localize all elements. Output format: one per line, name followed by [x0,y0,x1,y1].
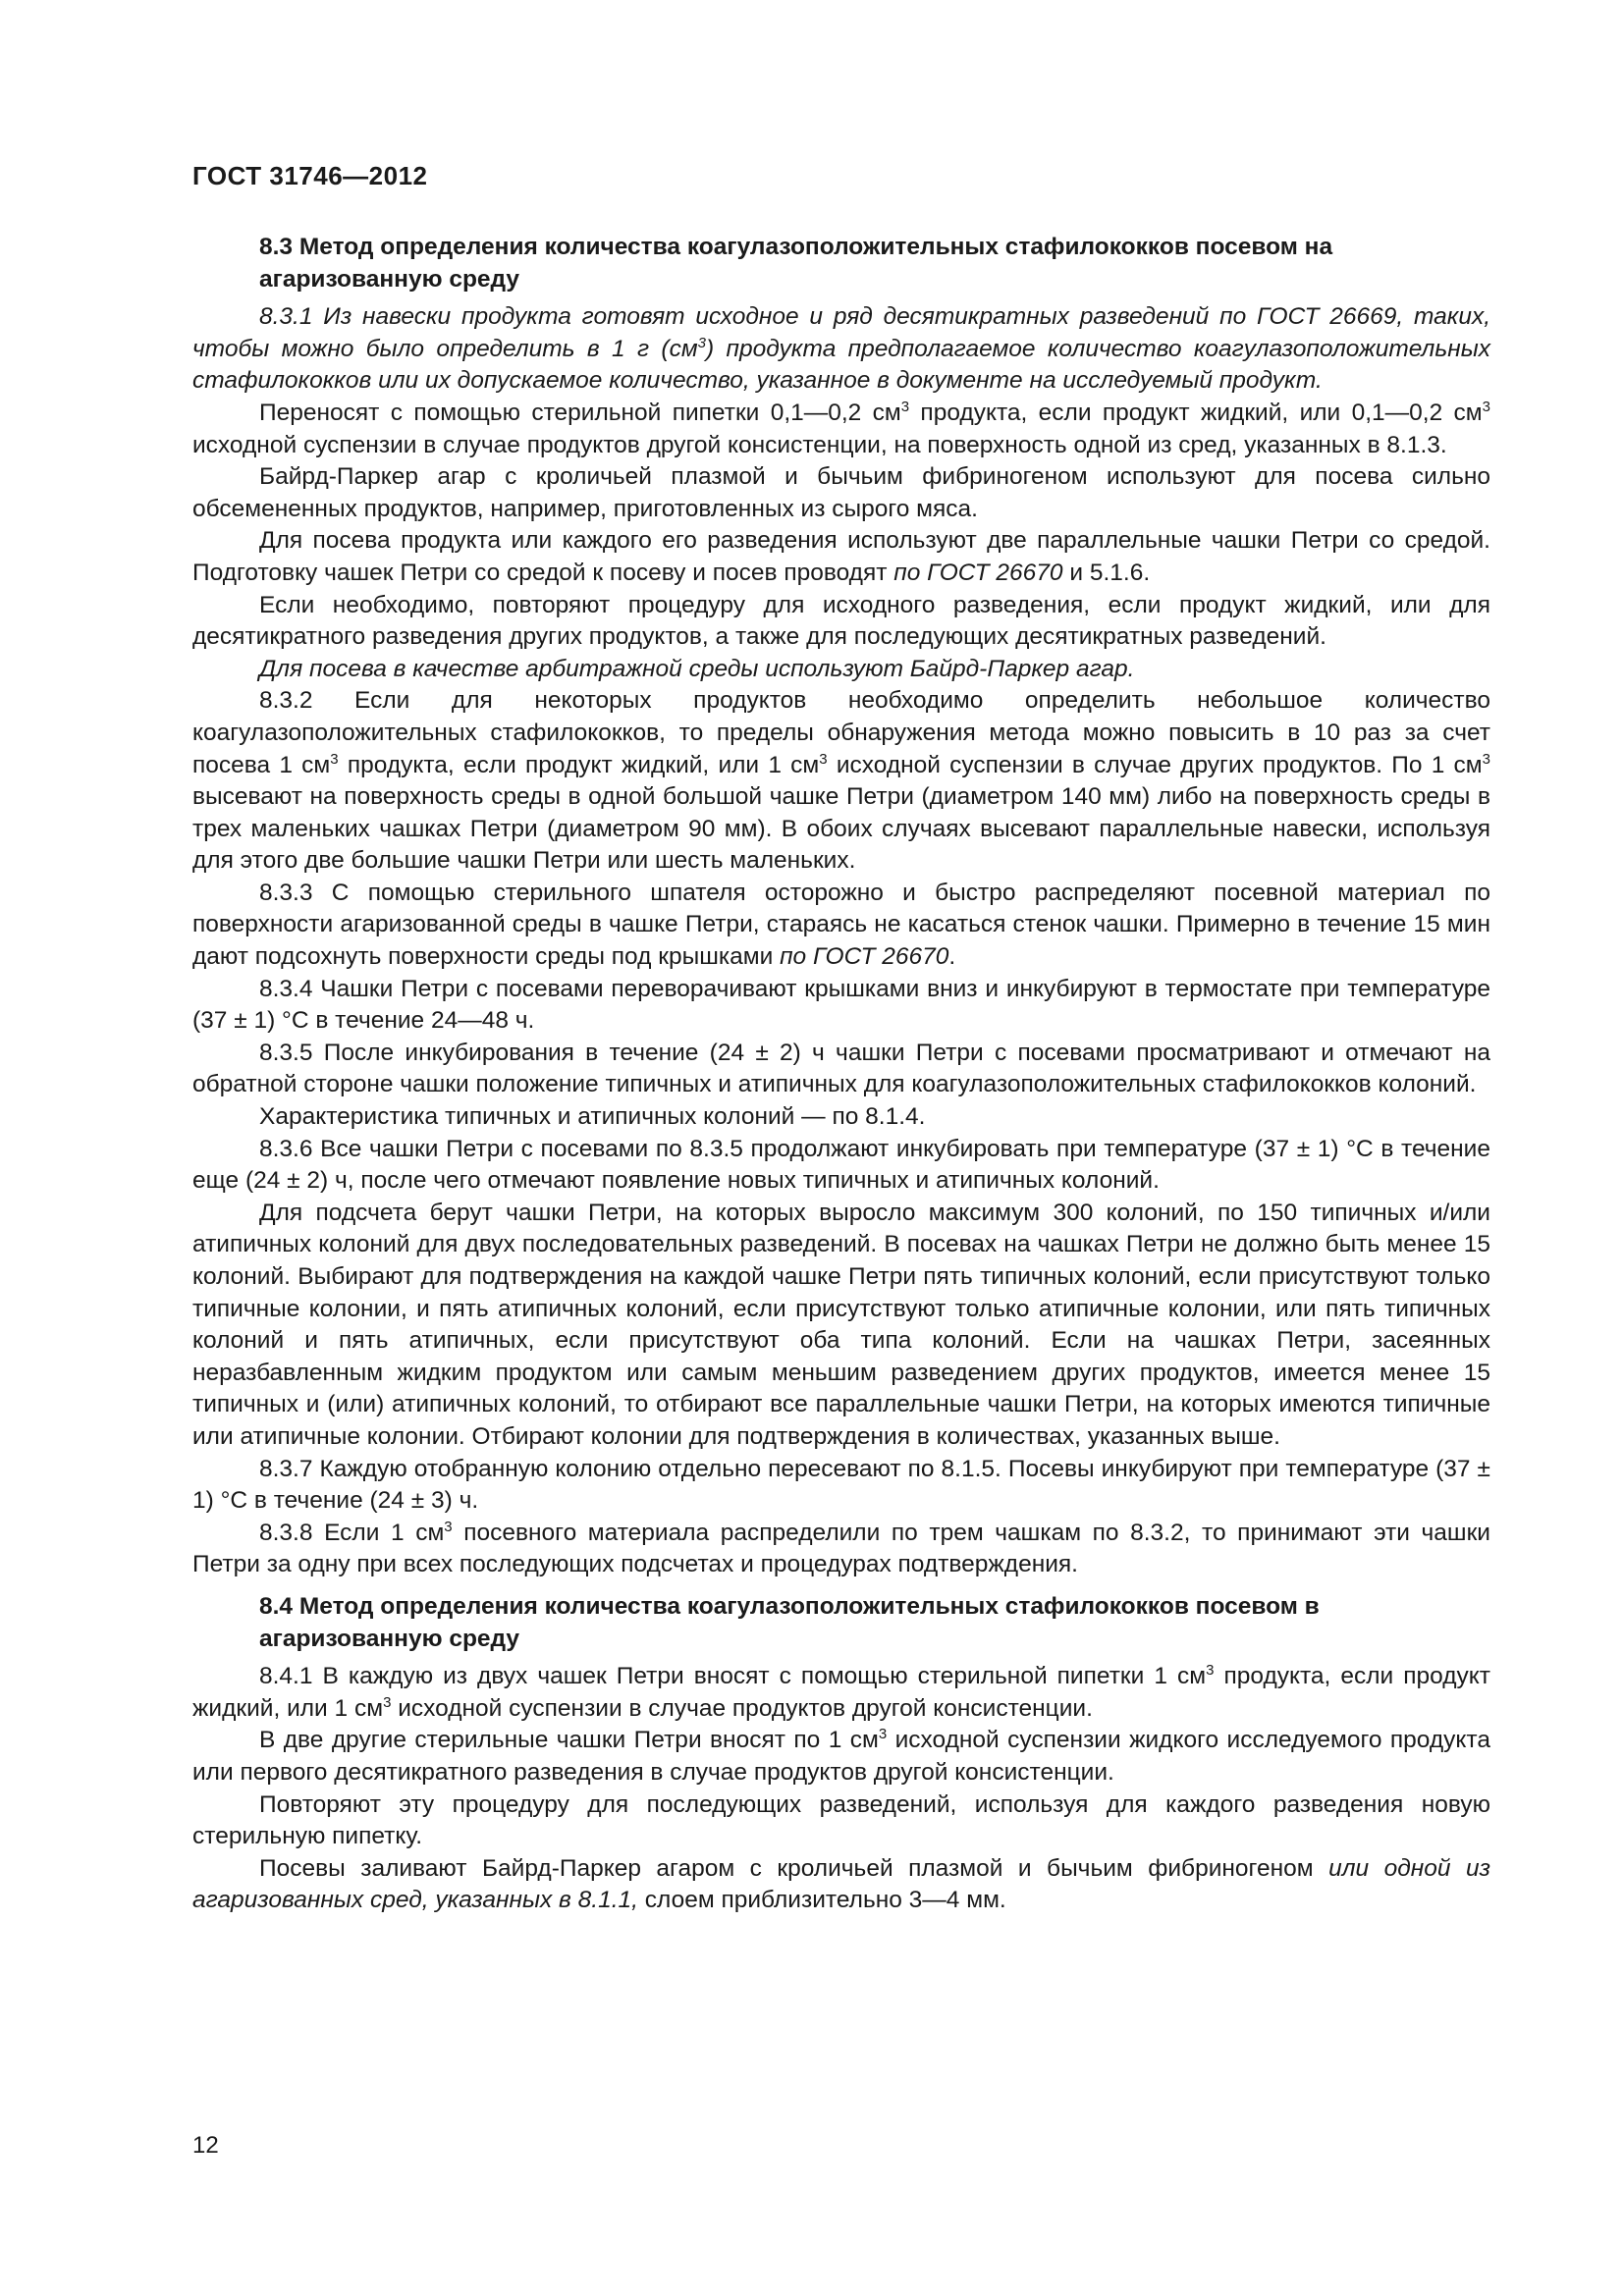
paragraph: Если необходимо, повторяют процедуру для исходного разведения, если продукт жидкий, или для десятикратного разведения других продуктов, а также для последующих десятикратных разведений. [192,591,1490,651]
paragraph: Для посева продукта или каждого его разведения используют две параллельные чашки Петри со средой. Подготовку чашек Петри со средой к посеву и посев проводят по ГОСТ 26670 и 5.1.6. [192,527,1490,586]
paragraph: Посевы заливают Байрд-Паркер агаром с кроличьей плазмой и бычьим фибриногеном или одной из агаризованных сред, указанных в 8.1.1, слоем приблизительно 3—4 мм. [192,1854,1490,1914]
document-header: ГОСТ 31746—2012 [192,161,428,190]
paragraph-8-3-7: 8.3.7 Каждую отобранную колонию отдельно пересевают по 8.1.5. Посевы инкубируют при температуре (37 ± 1) °С в течение (24 ± 3) ч. [192,1455,1490,1515]
paragraph: Байрд-Паркер агар с кроличьей плазмой и бычьим фибриногеном используют для посева сильно обсемененных продуктов, например, приготовленных из сырого мяса. [192,463,1490,522]
paragraph: Повторяют эту процедуру для последующих разведений, используя для каждого разведения новую стерильную пипетку. [192,1790,1490,1850]
paragraph-8-4-1: 8.4.1 В каждую из двух чашек Петри вносят с помощью стерильной пипетки 1 $см^3$ продукта, если продукт жидкий, или 1 $см^3$ исходной суспензии в случае продуктов другой консистенции. [192,1661,1491,1722]
paragraph: Для посева в качестве арбитражной среды используют Байрд-Паркер агар. [259,655,1135,682]
paragraph-8-3-1: 8.3.1 Из навески продукта готовят исходное и ряд десятикратных разведений по ГОСТ 26669, таких, чтобы можно было определить в 1 г $(см^3)$ продукта предполагаемое количество коагулазоположительных стафилококков или их допускаемое количество, указанное в документе на исследуемый продукт. [192,303,1491,395]
document-body [192,228,1490,1917]
paragraph-8-3-3: 8.3.3 С помощью стерильного шпателя осторожно и быстро распределяют посевной материал по поверхности агаризованной среды в чашке Петри, стараясь не касаться стенок чашки. Примерно в течение 15 мин дают подсохнуть поверхности среды под крышками по ГОСТ 26670. [192,879,1490,971]
paragraph: В две другие стерильные чашки Петри вносят по 1 $см^3$ исходной суспензии жидкого исследуемого продукта или первого десятикратного разведения в случае продуктов другой консистенции. [192,1726,1491,1786]
section-heading-8-3: 8.3 Метод определения количества коагулазоположительных стафилококков посевом на агаризованную среду [259,234,1333,293]
page-number: 12 [192,2132,219,2159]
paragraph-8-3-8: 8.3.8 Если 1 $см^3$ посевного материала распределили по трем чашкам по 8.3.2, то принимают эти чашки Петри за одну при всех последующих подсчетах и процедурах подтверждения. [192,1518,1490,1578]
paragraph-8-3-5: 8.3.5 После инкубирования в течение (24 ± 2) ч чашки Петри с посевами просматривают и отмечают на обратной стороне чашки положение типичных и атипичных для коагулазоположительных стафилококков колоний. [192,1039,1490,1098]
paragraph-8-3-2: 8.3.2 Если для некоторых продуктов необходимо определить небольшое количество коагулазоположительных стафилококков, то пределы обнаружения метода можно повысить в 10 раз за счет посева 1 $см^3$ продукта, если продукт жидкий, или 1 $см^3$ исходной суспензии в случае других продуктов. По 1 $см^3$ высевают на поверхность среды в одной большой чашке Петри (диаметром 140 мм) либо на поверхность среды в трех маленьких чашках Петри (диаметром 90 мм). В обоих случаях высевают параллельные навески, используя для этого две большие чашки Петри или шесть маленьких. [192,687,1490,875]
paragraph: Характеристика типичных и атипичных колоний — по 8.1.4. [259,1103,926,1131]
paragraph: Для подсчета берут чашки Петри, на которых выросло максимум 300 колоний, по 150 типичных и/или атипичных колоний для двух последовательных разведений. В посевах на чашках Петри не должно быть менее 15 колоний. Выбирают для подтверждения на каждой чашке Петри пять типичных колоний, если присутствуют только типичные колонии, и пять атипичных колоний, если присутствуют только атипичные колонии, или пять типичных колоний и пять атипичных, если присутствуют оба типа колоний. Если на чашках Петри, засеянных неразбавленным жидким продуктом или самым меньшим разведением других продуктов, имеется менее 15 типичных и (или) атипичных колоний, то отбирают все параллельные чашки Петри, на которых имеются типичные или атипичные колонии. Отбирают колонии для подтверждения в количествах, указанных выше. [192,1199,1490,1450]
paragraph-8-3-4: 8.3.4 Чашки Петри с посевами переворачивают крышками вниз и инкубируют в термостате при температуре (37 ± 1) °С в течение 24—48 ч. [192,975,1490,1035]
paragraph: Переносят с помощью стерильной пипетки 0,1—0,2 $см^3$ продукта, если продукт жидкий, или 0,1—0,2 $см^3$ исходной суспензии в случае продуктов другой консистенции, на поверхность одной из сред, указанных в 8.1.3. [192,398,1490,458]
section-heading-8-4: 8.4 Метод определения количества коагулазоположительных стафилококков посевом в агаризованную среду [259,1592,1320,1652]
paragraph-8-3-6: 8.3.6 Все чашки Петри с посевами по 8.3.5 продолжают инкубировать при температуре (37 ± 1) °С в течение еще (24 ± 2) ч, после чего отмечают появление новых типичных и атипичных колоний. [192,1135,1490,1195]
